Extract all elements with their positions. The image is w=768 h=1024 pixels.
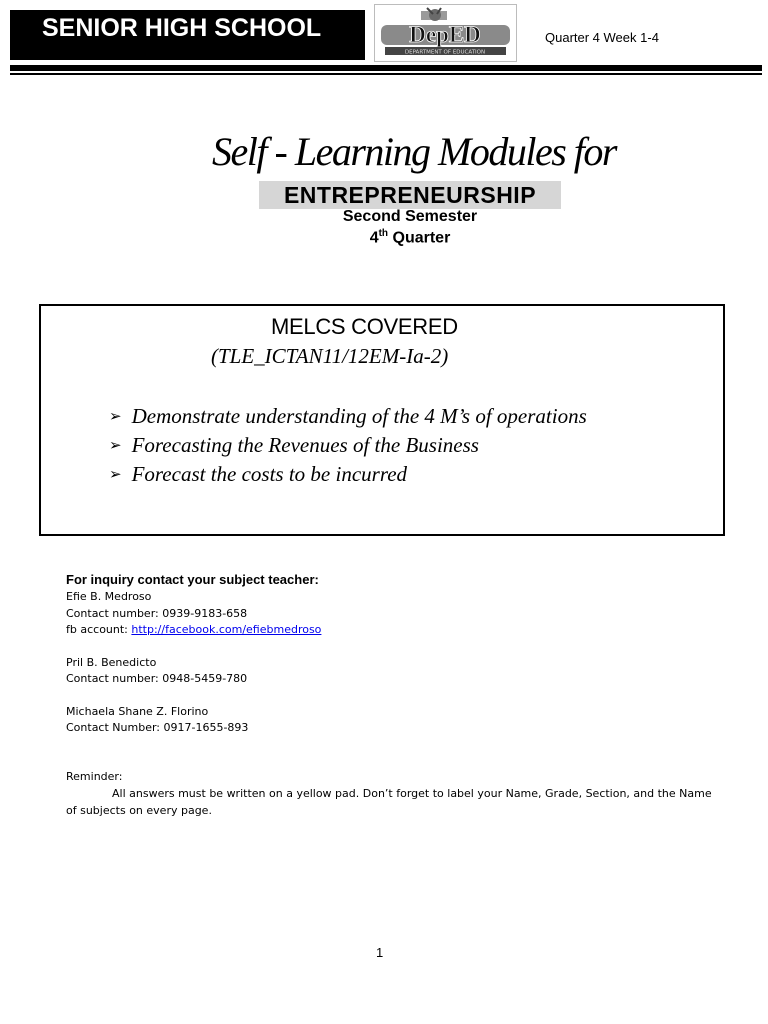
arrow-bullet-icon: ➢ [109,409,122,425]
deped-logo [374,4,517,62]
teacher-contact-number: Contact number: 0948-5459-780 [66,672,248,685]
reminder-text: All answers must be written on a yellow pad. Don’t forget to label your Name, Grade, Section, and the Name of subjects on every page. [66,787,712,817]
list-item [109,460,587,489]
teacher-fb-account [66,622,321,639]
arrow-bullet-icon: ➢ [109,467,122,483]
contact-heading: For inquiry contact your subject teacher: [66,572,319,587]
school-label: SENIOR HIGH SCHOOL [42,14,322,42]
melcs-code: (TLE_ICTAN11/12EM-Ia-2) [211,344,449,368]
quarter-number: 4 [369,229,379,247]
melc-text: Demonstrate understanding of the 4 M’s of operations [131,404,587,428]
reminder-section [66,768,716,819]
teacher-name: Pril B. Benedicto [66,655,157,669]
teacher-name: Michaela Shane Z. Florino [66,704,209,718]
quarter-label [0,228,768,247]
logo-subtext: DEPARTMENT OF EDUCATION [404,49,486,56]
teacher-name: Efie B. Medroso [66,590,152,603]
melcs-list [109,402,587,489]
module-title: Self - Learning Modules for [212,129,616,174]
quarter-suffix: th [378,228,389,239]
deped-logo-graphic [375,5,516,61]
teacher-contact-number: Contact number: 0939-9183-658 [66,606,248,620]
logo-text: DepED [409,22,481,47]
melc-text: Forecasting the Revenues of the Business [131,433,479,457]
header-bar [10,10,365,60]
fb-label: fb account: [66,623,132,636]
contact-section [66,572,321,737]
melcs-box [39,304,725,536]
melcs-heading: MELCS COVERED [271,314,458,339]
reminder-label: Reminder: [66,770,123,783]
quarter-week-label: Quarter 4 Week 1-4 [545,30,659,45]
melc-text: Forecast the costs to be incurred [131,462,408,486]
fb-link[interactable]: http://facebook.com/efiebmedroso [131,623,322,636]
semester-label: Second Semester [342,208,478,225]
page-number: 1 [376,945,384,960]
quarter-word: Quarter [392,229,451,247]
list-item [109,402,587,431]
list-item [109,431,587,460]
teacher-contact-number: Contact Number: 0917-1655-893 [66,721,249,734]
arrow-bullet-icon: ➢ [109,438,122,454]
subject-title: ENTREPRENEURSHIP [259,181,561,209]
header-rule [10,65,762,71]
header-rule-thin [10,73,762,75]
